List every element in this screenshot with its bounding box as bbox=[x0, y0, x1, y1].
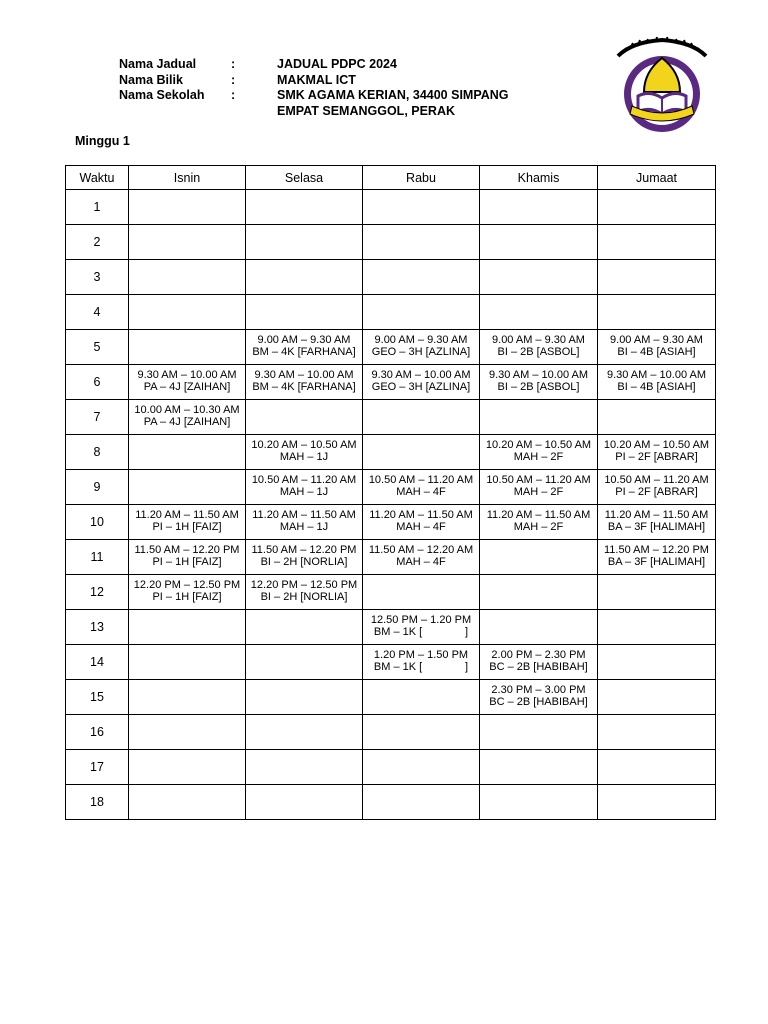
column-header-selasa: Selasa bbox=[246, 166, 363, 190]
slot-subject: BI – 2H [NORLIA] bbox=[260, 556, 348, 568]
timetable-cell bbox=[598, 505, 716, 540]
timetable-cell bbox=[598, 610, 716, 645]
table-row bbox=[66, 295, 716, 330]
class-slot bbox=[246, 579, 362, 603]
timetable-cell bbox=[363, 260, 480, 295]
timetable-cell bbox=[480, 260, 598, 295]
slot-subject: BC – 2B [HABIBAH] bbox=[489, 661, 588, 673]
slot-time: 9.00 AM – 9.30 AM bbox=[257, 334, 351, 346]
header-label: Nama Sekolah bbox=[119, 88, 205, 102]
timetable-cell bbox=[363, 505, 480, 540]
table-row bbox=[66, 505, 716, 540]
class-slot bbox=[598, 474, 715, 498]
slot-time: 9.30 AM – 10.00 AM bbox=[371, 369, 471, 381]
class-slot bbox=[363, 369, 479, 393]
timetable-cell bbox=[129, 680, 246, 715]
class-slot bbox=[363, 614, 479, 638]
timetable-cell bbox=[480, 645, 598, 680]
table-row bbox=[66, 225, 716, 260]
class-slot bbox=[246, 544, 362, 568]
slot-time: 10.20 AM – 10.50 AM bbox=[485, 439, 592, 451]
timetable-cell bbox=[480, 505, 598, 540]
header-row-sekolah bbox=[119, 88, 599, 104]
timetable-cell bbox=[598, 365, 716, 400]
slot-time: 11.50 AM – 12.20 PM bbox=[134, 544, 240, 556]
timetable-cell bbox=[129, 645, 246, 680]
slot-subject: MAH – 4F bbox=[396, 486, 446, 498]
slot-subject: MAH – 1J bbox=[279, 486, 329, 498]
slot-time: 10.00 AM – 10.30 AM bbox=[134, 404, 240, 416]
header-label: Nama Jadual bbox=[119, 57, 197, 71]
header-value: JADUAL PDPC 2024 bbox=[277, 57, 397, 71]
timetable-cell bbox=[598, 225, 716, 260]
slot-time: 12.20 PM – 12.50 PM bbox=[133, 579, 241, 591]
class-slot bbox=[598, 369, 715, 393]
timetable-cell bbox=[129, 330, 246, 365]
column-header-isnin: Isnin bbox=[129, 166, 246, 190]
header-colon: : bbox=[231, 57, 236, 71]
class-slot bbox=[480, 439, 597, 463]
slot-time: 9.00 AM – 9.30 AM bbox=[610, 334, 703, 346]
class-slot bbox=[598, 439, 715, 463]
timetable-cell bbox=[363, 400, 480, 435]
slot-time: 11.50 AM – 12.20 AM bbox=[368, 544, 474, 556]
period-number: 4 bbox=[66, 295, 129, 330]
timetable-cell bbox=[246, 470, 363, 505]
class-slot bbox=[246, 439, 362, 463]
slot-subject: BI – 4B [ASIAH] bbox=[617, 346, 696, 358]
slot-subject: BA – 3F [HALIMAH] bbox=[607, 521, 706, 533]
period-number: 5 bbox=[66, 330, 129, 365]
period-number: 6 bbox=[66, 365, 129, 400]
timetable-cell bbox=[480, 330, 598, 365]
timetable-cell bbox=[363, 680, 480, 715]
period-number: 8 bbox=[66, 435, 129, 470]
slot-time: 11.20 AM – 11.50 AM bbox=[252, 509, 356, 521]
timetable-cell bbox=[246, 680, 363, 715]
class-slot bbox=[480, 369, 597, 393]
timetable-cell bbox=[129, 470, 246, 505]
timetable-cell bbox=[480, 190, 598, 225]
timetable-cell bbox=[246, 540, 363, 575]
class-slot bbox=[480, 334, 597, 358]
table-row bbox=[66, 330, 716, 365]
timetable-cell bbox=[246, 750, 363, 785]
slot-subject: BA – 3F [HALIMAH] bbox=[607, 556, 706, 568]
timetable-cell bbox=[246, 505, 363, 540]
timetable-cell bbox=[363, 365, 480, 400]
slot-subject: PI – 2F [ABRAR] bbox=[615, 451, 698, 463]
slot-subject: PA – 4J [ZAIHAN] bbox=[143, 416, 231, 428]
slot-time: 9.00 AM – 9.30 AM bbox=[492, 334, 585, 346]
header-row-bilik bbox=[119, 73, 599, 89]
slot-time: 11.20 AM – 11.50 AM bbox=[369, 509, 473, 521]
timetable-cell bbox=[363, 435, 480, 470]
school-crest-icon bbox=[612, 36, 712, 134]
table-row bbox=[66, 680, 716, 715]
slot-subject: BM – 4K [FARHANA] bbox=[252, 381, 356, 393]
timetable-cell bbox=[363, 750, 480, 785]
period-number: 14 bbox=[66, 645, 129, 680]
class-slot bbox=[246, 509, 362, 533]
timetable-cell bbox=[246, 575, 363, 610]
timetable-cell bbox=[129, 785, 246, 820]
timetable-cell bbox=[129, 715, 246, 750]
header-colon bbox=[231, 104, 277, 120]
timetable-cell bbox=[598, 680, 716, 715]
table-row bbox=[66, 610, 716, 645]
table-row bbox=[66, 435, 716, 470]
timetable-cell bbox=[480, 540, 598, 575]
slot-subject: PI – 1H [FAIZ] bbox=[152, 521, 222, 533]
period-number: 13 bbox=[66, 610, 129, 645]
timetable-cell bbox=[363, 715, 480, 750]
class-slot bbox=[246, 474, 362, 498]
timetable-cell bbox=[246, 260, 363, 295]
slot-subject: BI – 2H [NORLIA] bbox=[260, 591, 348, 603]
slot-time: 11.20 AM – 11.50 AM bbox=[486, 509, 591, 521]
class-slot bbox=[363, 509, 479, 533]
timetable-cell bbox=[129, 260, 246, 295]
table-row bbox=[66, 750, 716, 785]
timetable-cell bbox=[598, 645, 716, 680]
slot-subject: BI – 4B [ASIAH] bbox=[617, 381, 696, 393]
slot-subject: BM – 1K [ ] bbox=[373, 661, 469, 673]
timetable-cell bbox=[363, 540, 480, 575]
slot-subject: PI – 1H [FAIZ] bbox=[152, 591, 222, 603]
slot-subject: MAH – 4F bbox=[396, 521, 446, 533]
timetable-cell bbox=[598, 715, 716, 750]
slot-subject: MAH – 2F bbox=[513, 521, 564, 533]
header-label: Nama Bilik bbox=[119, 72, 183, 87]
table-row bbox=[66, 575, 716, 610]
timetable-cell bbox=[480, 435, 598, 470]
class-slot bbox=[129, 579, 245, 603]
timetable-cell bbox=[363, 575, 480, 610]
timetable-cell bbox=[598, 540, 716, 575]
period-number: 10 bbox=[66, 505, 129, 540]
timetable-cell bbox=[129, 575, 246, 610]
timetable-cell bbox=[129, 505, 246, 540]
timetable-cell bbox=[129, 435, 246, 470]
timetable-cell bbox=[598, 190, 716, 225]
schedule-header bbox=[119, 57, 599, 119]
class-slot bbox=[129, 404, 245, 428]
class-slot bbox=[480, 684, 597, 708]
table-row bbox=[66, 540, 716, 575]
table-row bbox=[66, 785, 716, 820]
timetable-cell bbox=[246, 610, 363, 645]
timetable-cell bbox=[598, 400, 716, 435]
period-number: 7 bbox=[66, 400, 129, 435]
timetable-header-row bbox=[66, 166, 716, 190]
timetable-cell bbox=[129, 400, 246, 435]
slot-time: 11.20 AM – 11.50 AM bbox=[604, 509, 709, 521]
slot-time: 11.20 AM – 11.50 AM bbox=[135, 509, 239, 521]
timetable-cell bbox=[480, 785, 598, 820]
timetable-cell bbox=[480, 470, 598, 505]
timetable-cell bbox=[598, 470, 716, 505]
timetable-cell bbox=[598, 260, 716, 295]
timetable-cell bbox=[246, 330, 363, 365]
column-header-waktu: Waktu bbox=[66, 166, 129, 190]
timetable-cell bbox=[363, 295, 480, 330]
slot-time: 9.30 AM – 10.00 AM bbox=[606, 369, 707, 381]
timetable-cell bbox=[363, 610, 480, 645]
timetable-cell bbox=[363, 225, 480, 260]
slot-time: 11.50 AM – 12.20 PM bbox=[251, 544, 357, 556]
slot-time: 9.30 AM – 10.00 AM bbox=[488, 369, 589, 381]
timetable-cell bbox=[363, 785, 480, 820]
timetable-cell bbox=[480, 575, 598, 610]
period-number: 3 bbox=[66, 260, 129, 295]
slot-subject: MAH – 2F bbox=[513, 486, 564, 498]
timetable-cell bbox=[480, 610, 598, 645]
slot-subject: MAH – 1J bbox=[279, 521, 329, 533]
slot-subject: PI – 1H [FAIZ] bbox=[152, 556, 222, 568]
period-number: 18 bbox=[66, 785, 129, 820]
timetable-cell bbox=[129, 190, 246, 225]
slot-time: 9.00 AM – 9.30 AM bbox=[374, 334, 468, 346]
slot-time: 10.50 AM – 11.20 AM bbox=[486, 474, 591, 486]
timetable-cell bbox=[129, 750, 246, 785]
table-row bbox=[66, 470, 716, 505]
header-value: EMPAT SEMANGGOL, PERAK bbox=[277, 103, 456, 118]
slot-time: 2.00 PM – 2.30 PM bbox=[491, 649, 586, 661]
timetable-cell bbox=[246, 715, 363, 750]
timetable-cell bbox=[598, 750, 716, 785]
slot-subject: BM – 4K [FARHANA] bbox=[252, 346, 356, 358]
period-number: 16 bbox=[66, 715, 129, 750]
column-header-rabu: Rabu bbox=[363, 166, 480, 190]
period-number: 2 bbox=[66, 225, 129, 260]
class-slot bbox=[363, 334, 479, 358]
slot-subject: BM – 1K [ ] bbox=[373, 626, 469, 638]
timetable-cell bbox=[246, 785, 363, 820]
class-slot bbox=[598, 509, 715, 533]
slot-time: 9.30 AM – 10.00 AM bbox=[137, 369, 237, 381]
class-slot bbox=[246, 334, 362, 358]
slot-time: 11.50 AM – 12.20 PM bbox=[604, 544, 709, 556]
timetable-cell bbox=[363, 330, 480, 365]
class-slot bbox=[363, 544, 479, 568]
class-slot bbox=[129, 544, 245, 568]
header-value: SMK AGAMA KERIAN, 34400 SIMPANG bbox=[277, 88, 509, 102]
slot-time: 10.50 AM – 11.20 AM bbox=[368, 474, 474, 486]
timetable-cell bbox=[246, 645, 363, 680]
timetable-cell bbox=[246, 435, 363, 470]
slot-time: 9.30 AM – 10.00 AM bbox=[254, 369, 354, 381]
slot-subject: BC – 2B [HABIBAH] bbox=[489, 696, 588, 708]
timetable-cell bbox=[246, 295, 363, 330]
slot-subject: PA – 4J [ZAIHAN] bbox=[143, 381, 231, 393]
timetable-cell bbox=[480, 400, 598, 435]
timetable-cell bbox=[598, 575, 716, 610]
class-slot bbox=[480, 474, 597, 498]
header-row-sekolah-cont bbox=[119, 104, 599, 120]
timetable-cell bbox=[480, 295, 598, 330]
timetable-cell bbox=[129, 540, 246, 575]
header-row-jadual bbox=[119, 57, 599, 73]
table-row bbox=[66, 400, 716, 435]
timetable-cell bbox=[129, 610, 246, 645]
class-slot bbox=[363, 474, 479, 498]
class-slot bbox=[246, 369, 362, 393]
table-row bbox=[66, 645, 716, 680]
week-label: Minggu 1 bbox=[75, 134, 130, 148]
slot-subject: PI – 2F [ABRAR] bbox=[615, 486, 698, 498]
header-label bbox=[119, 104, 231, 120]
class-slot bbox=[129, 509, 245, 533]
timetable-cell bbox=[598, 785, 716, 820]
header-colon: : bbox=[231, 88, 236, 102]
period-number: 12 bbox=[66, 575, 129, 610]
slot-time: 10.50 AM – 11.20 AM bbox=[604, 474, 709, 486]
slot-subject: GEO – 3H [AZLINA] bbox=[371, 346, 471, 358]
column-header-khamis: Khamis bbox=[480, 166, 598, 190]
timetable-cell bbox=[598, 295, 716, 330]
timetable-cell bbox=[246, 225, 363, 260]
header-colon: : bbox=[231, 72, 236, 87]
slot-time: 12.50 PM – 1.20 PM bbox=[370, 614, 472, 626]
timetable-cell bbox=[480, 680, 598, 715]
table-row bbox=[66, 190, 716, 225]
slot-time: 10.50 AM – 11.20 AM bbox=[251, 474, 357, 486]
slot-time: 10.20 AM – 10.50 AM bbox=[603, 439, 710, 451]
period-number: 9 bbox=[66, 470, 129, 505]
class-slot bbox=[363, 649, 479, 673]
timetable bbox=[65, 165, 716, 820]
column-header-jumaat: Jumaat bbox=[598, 166, 716, 190]
period-number: 11 bbox=[66, 540, 129, 575]
slot-subject: BI – 2B [ASBOL] bbox=[497, 381, 580, 393]
timetable-cell bbox=[598, 435, 716, 470]
slot-subject: GEO – 3H [AZLINA] bbox=[371, 381, 471, 393]
timetable-cell bbox=[480, 715, 598, 750]
slot-time: 12.20 PM – 12.50 PM bbox=[250, 579, 358, 591]
table-row bbox=[66, 715, 716, 750]
timetable-cell bbox=[480, 365, 598, 400]
timetable-cell bbox=[246, 190, 363, 225]
slot-time: 2.30 PM – 3.00 PM bbox=[491, 684, 586, 696]
slot-time: 10.20 AM – 10.50 AM bbox=[251, 439, 357, 451]
table-row bbox=[66, 260, 716, 295]
timetable-cell bbox=[129, 225, 246, 260]
class-slot bbox=[480, 509, 597, 533]
class-slot bbox=[129, 369, 245, 393]
timetable-cell bbox=[129, 365, 246, 400]
timetable-cell bbox=[363, 190, 480, 225]
period-number: 1 bbox=[66, 190, 129, 225]
timetable-cell bbox=[480, 225, 598, 260]
class-slot bbox=[598, 544, 715, 568]
period-number: 17 bbox=[66, 750, 129, 785]
header-value: MAKMAL ICT bbox=[277, 72, 356, 87]
table-row bbox=[66, 365, 716, 400]
timetable-cell bbox=[246, 365, 363, 400]
period-number: 15 bbox=[66, 680, 129, 715]
timetable-cell bbox=[363, 645, 480, 680]
timetable-cell bbox=[363, 470, 480, 505]
slot-subject: MAH – 1J bbox=[279, 451, 329, 463]
class-slot bbox=[480, 649, 597, 673]
slot-subject: MAH – 4F bbox=[396, 556, 446, 568]
timetable-cell bbox=[246, 400, 363, 435]
slot-subject: MAH – 2F bbox=[513, 451, 564, 463]
timetable-cell bbox=[480, 750, 598, 785]
class-slot bbox=[598, 334, 715, 358]
timetable-cell bbox=[598, 330, 716, 365]
slot-time: 1.20 PM – 1.50 PM bbox=[373, 649, 469, 661]
timetable-cell bbox=[129, 295, 246, 330]
slot-subject: BI – 2B [ASBOL] bbox=[497, 346, 580, 358]
